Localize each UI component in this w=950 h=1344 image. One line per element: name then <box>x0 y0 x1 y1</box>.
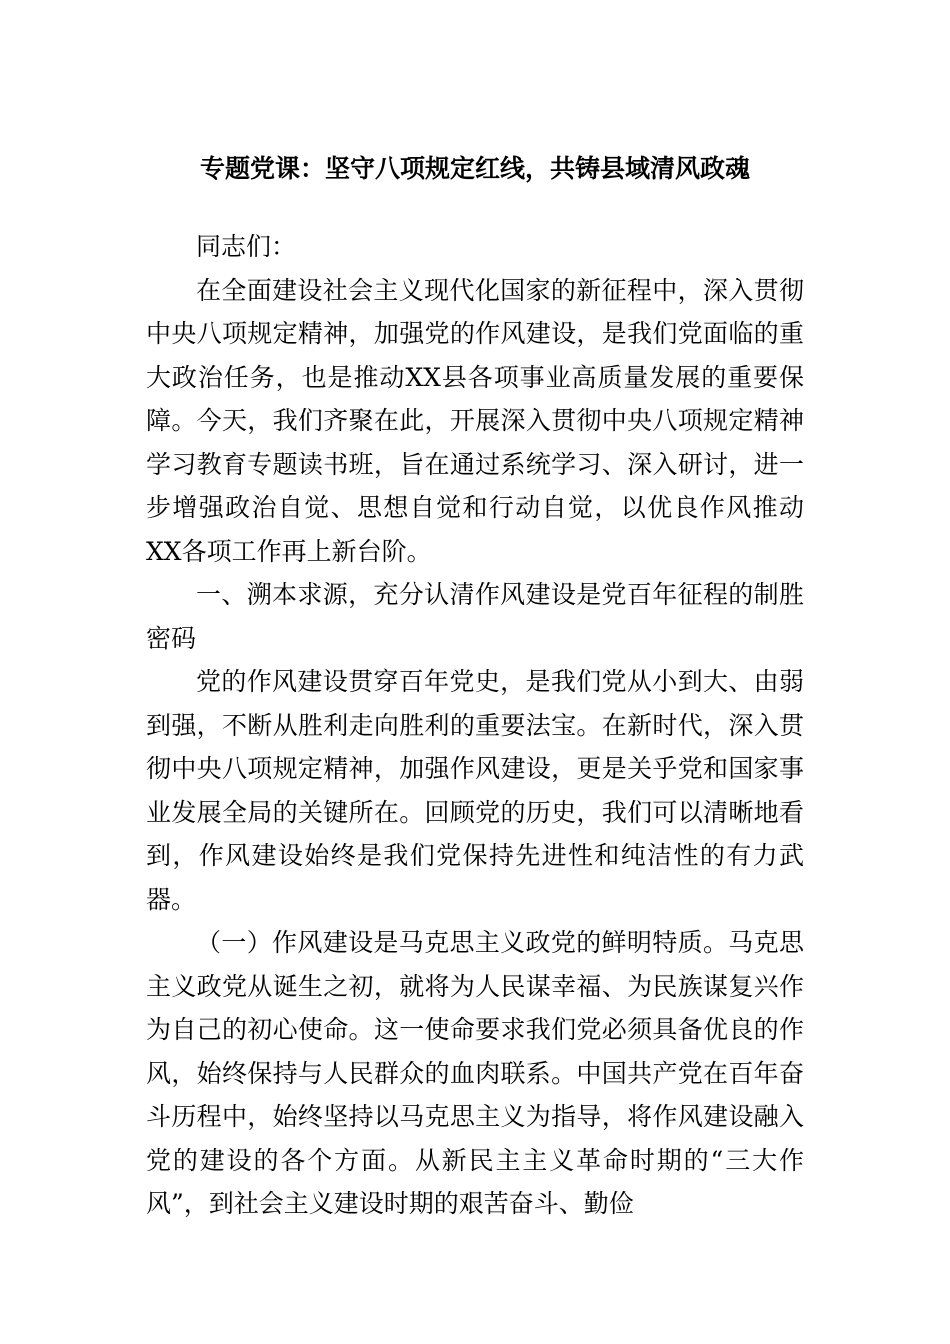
salutation-paragraph: 同志们： <box>196 232 297 261</box>
intro-paragraph: 在全面建设社会主义现代化国家的新征程中，深入贯彻中央八项规定精神，加强党的作风建设，是我们党面临的重大政治任务，也是推动XX县各项事业高质量发展的重要保障。今天，我们齐聚在此，开展深入贯彻中央八项规定精神学习教育专题读书班，旨在通过系统学习、深入研讨，进一步增强政治自觉、思想自觉和行动自觉，以优良作风推动XX各项工作再上新台阶。 <box>146 275 804 566</box>
body-paragraph: 党的作风建设贯穿百年党史，是我们党从小到大、由弱到强，不断从胜利走向胜利的重要法宝。在新时代，深入贯彻中央八项规定精神，加强作风建设，更是关乎党和国家事业发展全局的关键所在。回顾党的历史，我们可以清晰地看到，作风建设始终是我们党保持先进性和纯洁性的有力武器。 <box>146 667 804 914</box>
document-title: 专题党课：坚守八项规定红线，共铸县域清风政魂 <box>199 154 750 183</box>
subsection-paragraph-1: （一）作风建设是马克思主义政党的鲜明特质。马克思主义政党从诞生之初，就将为人民谋幸福、为民族谋复兴作为自己的初心使命。这一使命要求我们党必须具备优良的作风，始终保持与人民群众的血肉联系。中国共产党在百年奋斗历程中，始终坚持以马克思主义为指导，将作风建设融入党的建设的各个方面。从新民主主义革命时期的“三大作风”，到社会主义建设时期的艰苦奋斗、勤俭 <box>146 928 804 1218</box>
document-body <box>146 225 804 1226</box>
section-heading-1: 一、溯本求源，充分认清作风建设是党百年征程的制胜密码 <box>146 580 804 653</box>
